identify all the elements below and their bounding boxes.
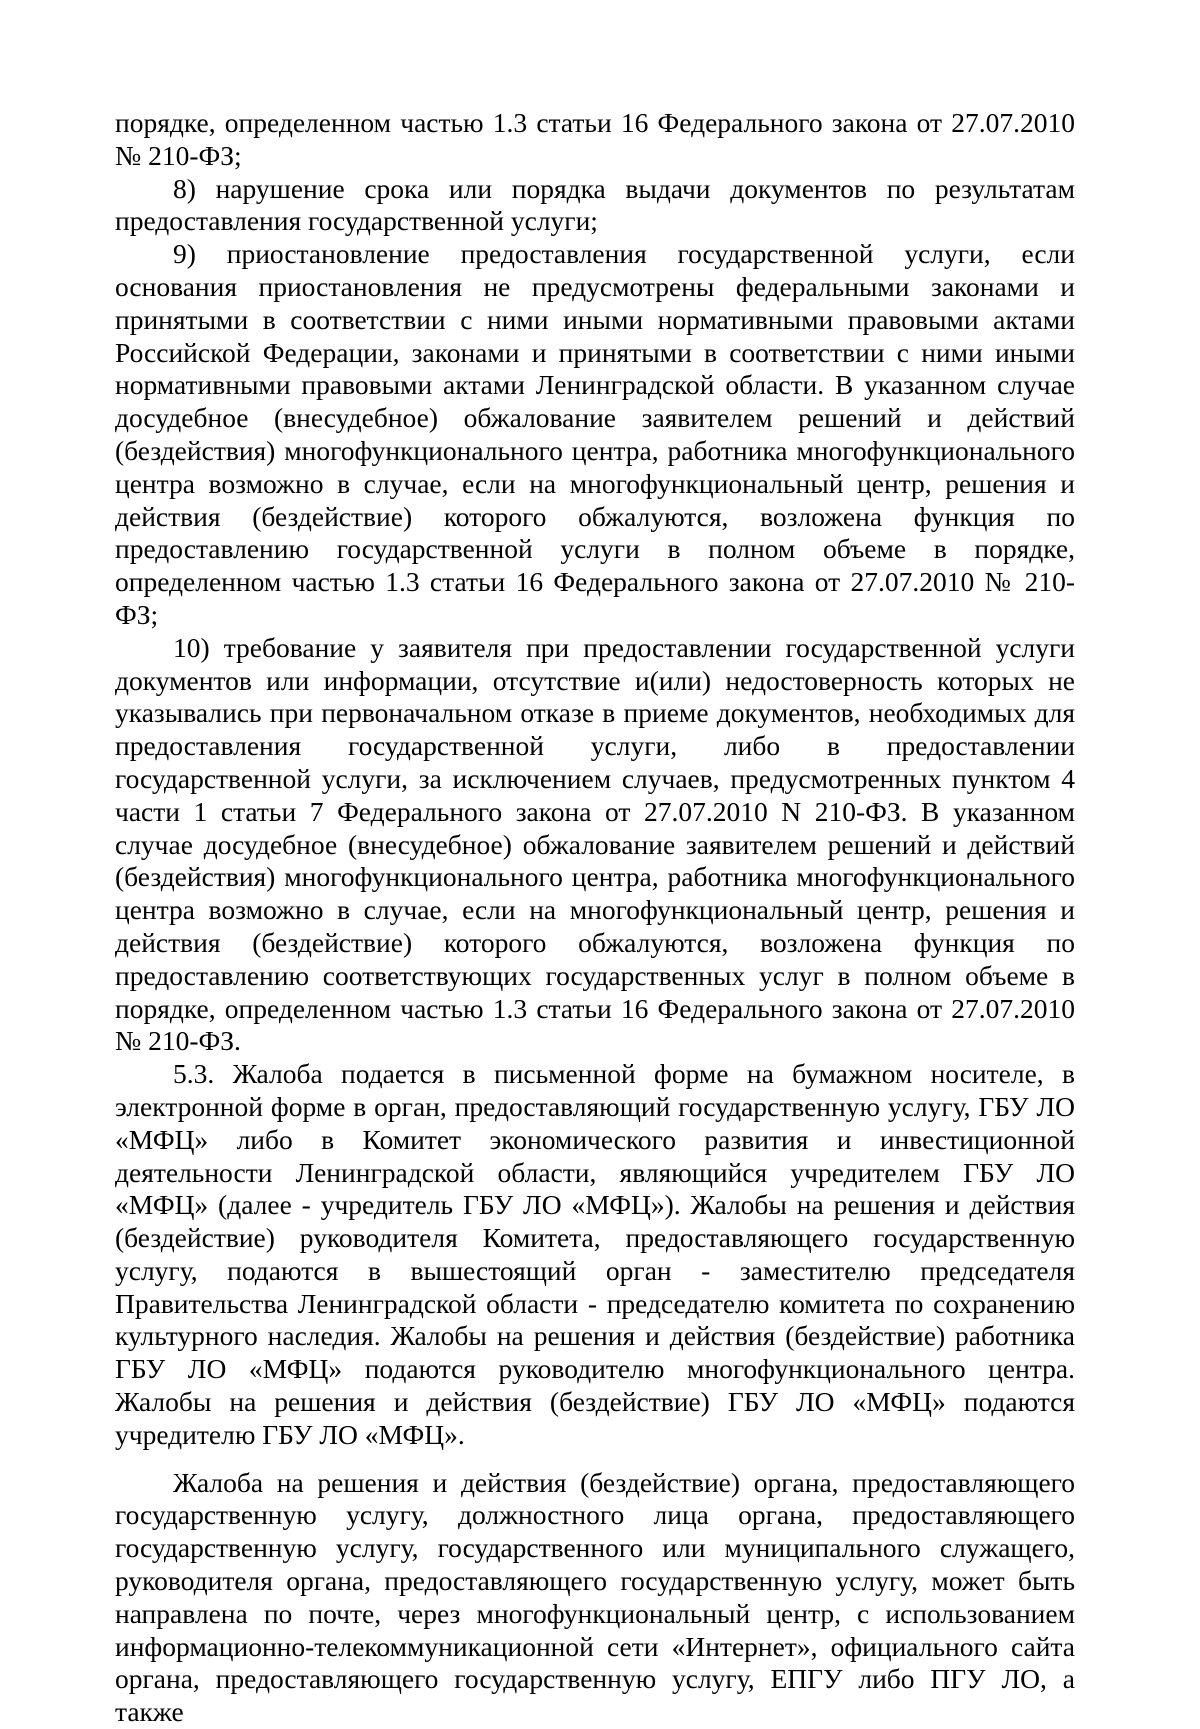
paragraph-continuation: порядке, определенном частью 1.3 статьи 16 Федерального закона от 27.07.2010 № 210-ФЗ; <box>115 107 1075 171</box>
paragraph-complaint-submission: Жалоба на решения и действия (бездействие) органа, предоставляющего государственную услугу, должностного лица органа, предоставляющего государственную услугу, государственного или муниципального служащего, руководителя органа, предоставляющего государственную услугу, может быть направлена по почте, через многофункциональный центр, с использованием информационно-телекоммуникационной сети «Интернет», официального сайта органа, предоставляющего государственную услугу, ЕПГУ либо ПГУ ЛО, а также <box>115 1466 1075 1728</box>
paragraph-item-9: 9) приостановление предоставления государственной услуги, если основания приостановления не предусмотрены федеральными законами и принятыми в соответствии с ними иными нормативными правовыми актами Российской Федерации, законами и принятыми в соответствии с ними иными нормативными правовыми актами Ленинградской области. В указанном случае досудебное (внесудебное) обжалование заявителем решений и действий (бездействия) многофункционального центра, работника многофункционального центра возможно в случае, если на многофункциональный центр, решения и действия (бездействие) которого обжалуются, возложена функция по предоставлению государственной услуги в полном объеме в порядке, определенном частью 1.3 статьи 16 Федерального закона от 27.07.2010 № 210-ФЗ; <box>115 238 1075 630</box>
document-body <box>115 107 1075 1729</box>
paragraph-item-10: 10) требование у заявителя при предоставлении государственной услуги документов или информации, отсутствие и(или) недостоверность которых не указывались при первоначальном отказе в приеме документов, необходимых для предоставления государственной услуги, либо в предоставлении государственной услуги, за исключением случаев, предусмотренных пунктом 4 части 1 статьи 7 Федерального закона от 27.07.2010 N 210-ФЗ. В указанном случае досудебное (внесудебное) обжалование заявителем решений и действий (бездействия) многофункционального центра, работника многофункционального центра возможно в случае, если на многофункциональный центр, решения и действия (бездействие) которого обжалуются, возложена функция по предоставлению соответствующих государственных услуг в полном объеме в порядке, определенном частью 1.3 статьи 16 Федерального закона от 27.07.2010 № 210-ФЗ. <box>115 631 1075 1057</box>
paragraph-item-8: 8) нарушение срока или порядка выдачи документов по результатам предоставления государственной услуги; <box>115 172 1075 237</box>
paragraph-section-5-3: 5.3. Жалоба подается в письменной форме на бумажном носителе, в электронной форме в орган, предоставляющий государственную услугу, ГБУ ЛО «МФЦ» либо в Комитет экономического развития и инвестиционной деятельности Ленинградской области, являющийся учредителем ГБУ ЛО «МФЦ» (далее - учредитель ГБУ ЛО «МФЦ»). Жалобы на решения и действия (бездействие) руководителя Комитета, предоставляющего государственную услугу, подаются в вышестоящий орган - заместителю председателя Правительства Ленинградской области - председателю комитета по сохранению культурного наследия. Жалобы на решения и действия (бездействие) работника ГБУ ЛО «МФЦ» подаются руководителю многофункционального центра. Жалобы на решения и действия (бездействие) ГБУ ЛО «МФЦ» подаются учредителю ГБУ ЛО «МФЦ». <box>115 1058 1075 1450</box>
